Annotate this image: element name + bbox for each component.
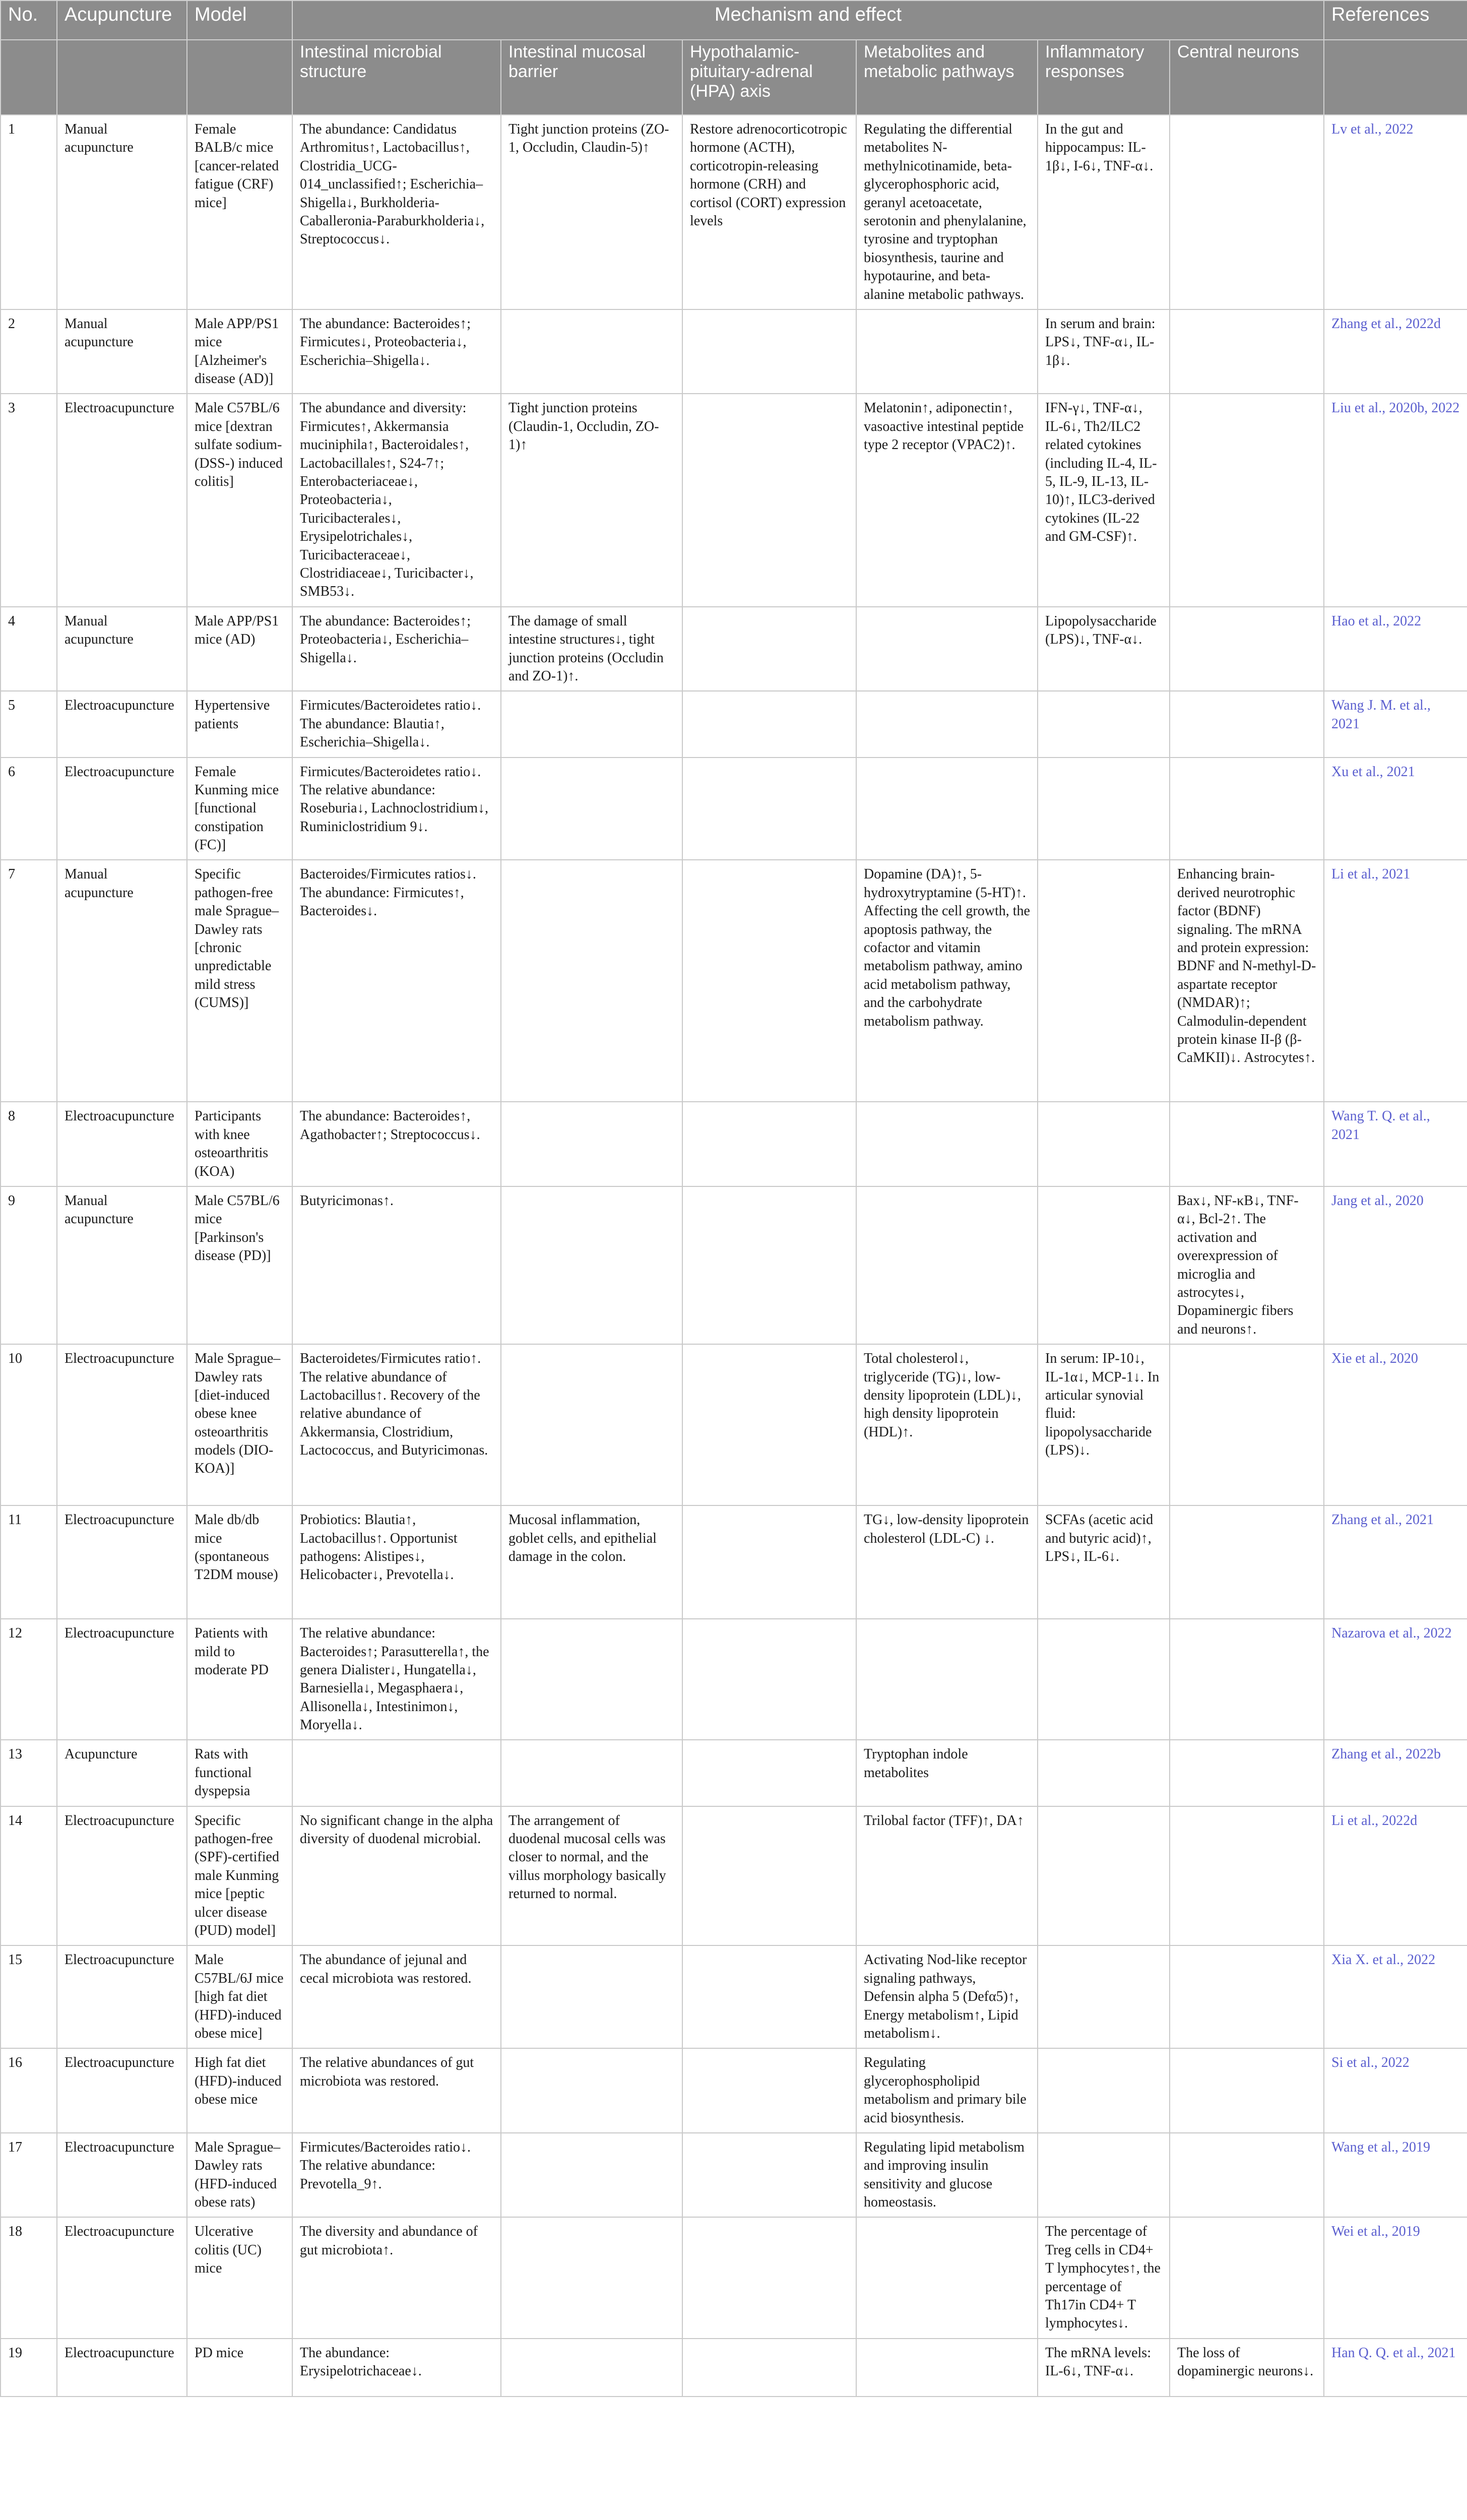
cell-hpa (682, 1619, 856, 1740)
cell-no: 7 (1, 860, 57, 1102)
cell-no: 1 (1, 115, 57, 309)
cell-inflammatory (1038, 758, 1170, 860)
table-row (1, 1619, 1467, 1740)
cell-microbial: Probiotics: Blautia↑, Lactobacillus↑. Opportunist pathogens: Alistipes↓, Helicobacter↓, Prevotella↓. (292, 1505, 501, 1619)
table-row (1, 1344, 1467, 1505)
cell-hpa (682, 1102, 856, 1186)
table-row (1, 394, 1467, 606)
cell-inflammatory: In the gut and hippocampus: IL-1β↓, I-6↓, TNF-α↓. (1038, 115, 1170, 309)
cell-metabolites: Tryptophan indole metabolites (856, 1740, 1038, 1806)
header-blank (57, 40, 187, 115)
cell-metabolites: Regulating glycerophospholipid metabolism and primary bile acid biosynthesis. (856, 2048, 1038, 2133)
cell-microbial: The abundance: Erysipelotrichaceae↓. (292, 2339, 501, 2397)
header-mechanism: Mechanism and effect (292, 1, 1324, 40)
header-blank (187, 40, 292, 115)
cell-acupuncture: Electroacupuncture (57, 758, 187, 860)
cell-mucosal: The damage of small intestine structures↓, tight junction proteins (Occludin and ZO-1)↑. (501, 607, 682, 691)
cell-no: 11 (1, 1505, 57, 1619)
cell-neurons (1170, 115, 1324, 309)
cell-microbial: The relative abundance: Bacteroides↑; Parasutterella↑, the genera Dialister↓, Hungatella↓, Barnesiella↓, Megasphaera↓, Allisonella↓, Intestinimon↓, Moryella↓. (292, 1619, 501, 1740)
cell-no: 5 (1, 691, 57, 757)
cell-model: Male Sprague–Dawley rats (HFD-induced obese rats) (187, 2133, 292, 2218)
table-row (1, 2048, 1467, 2133)
cell-acupuncture: Electroacupuncture (57, 1945, 187, 2048)
cell-mucosal (501, 1186, 682, 1344)
cell-neurons (1170, 691, 1324, 757)
header-mucosal: Intestinal mucosal barrier (501, 40, 682, 115)
cell-no: 18 (1, 2217, 57, 2338)
cell-hpa (682, 2339, 856, 2397)
cell-inflammatory (1038, 1619, 1170, 1740)
cell-reference[interactable]: Wang et al., 2019 (1324, 2133, 1467, 2218)
cell-hpa (682, 1740, 856, 1806)
table-row (1, 1505, 1467, 1619)
cell-neurons (1170, 1619, 1324, 1740)
cell-neurons (1170, 1945, 1324, 2048)
cell-reference[interactable]: Si et al., 2022 (1324, 2048, 1467, 2133)
cell-acupuncture: Electroacupuncture (57, 2133, 187, 2218)
cell-inflammatory (1038, 2048, 1170, 2133)
cell-hpa: Restore adrenocorticotropic hormone (ACTH), corticotropin-releasing hormone (CRH) and cortisol (CORT) expression levels (682, 115, 856, 309)
cell-reference[interactable]: Han Q. Q. et al., 2021 (1324, 2339, 1467, 2397)
cell-hpa (682, 1945, 856, 2048)
cell-inflammatory: The percentage of Treg cells in CD4+ T lymphocytes↑, the percentage of Th17in CD4+ T lymphocytes↓. (1038, 2217, 1170, 2338)
cell-model: Ulcerative colitis (UC) mice (187, 2217, 292, 2338)
table-row (1, 1740, 1467, 1806)
cell-mucosal (501, 1344, 682, 1505)
cell-metabolites (856, 309, 1038, 394)
cell-no: 6 (1, 758, 57, 860)
cell-microbial: The abundance and diversity: Firmicutes↑, Akkermansia muciniphila↑, Bacteroidales↑, Lactobacillales↑, S24-7↑; Enterobacteriaceae↓, Proteobacteria↓, Turicibacterales↓, Erysipelotrichales↓, Turicibacteraceae↓, Clostridiaceae↓, Turicibacter↓, SMB53↓. (292, 394, 501, 606)
header-model: Model (187, 1, 292, 40)
cell-inflammatory (1038, 1102, 1170, 1186)
cell-metabolites: Regulating the differential metabolites N-methylnicotinamide, beta-glycerophosphoric acid, geranyl acetoacetate, serotonin and phenylalanine, tyrosine and tryptophan biosynthesis, taurine and hypotaurine, and beta-alanine metabolic pathways. (856, 115, 1038, 309)
cell-no: 4 (1, 607, 57, 691)
cell-model: PD mice (187, 2339, 292, 2397)
cell-inflammatory (1038, 1740, 1170, 1806)
cell-hpa (682, 1186, 856, 1344)
cell-microbial: The abundance: Candidatus Arthromitus↑, Lactobacillus↑, Clostridia_UCG-014_unclassified↑; Escherichia–Shigella↓, Burkholderia-Caballeronia-Paraburkholderia↓, Streptococcus↓. (292, 115, 501, 309)
cell-mucosal (501, 1945, 682, 2048)
table-row (1, 607, 1467, 691)
cell-acupuncture: Electroacupuncture (57, 1619, 187, 1740)
table-row (1, 2339, 1467, 2397)
cell-metabolites: Melatonin↑, adiponectin↑, vasoactive intestinal peptide type 2 receptor (VPAC2)↑. (856, 394, 1038, 606)
cell-model: Female BALB/c mice [cancer-related fatigue (CRF) mice] (187, 115, 292, 309)
cell-hpa (682, 394, 856, 606)
header-acupuncture: Acupuncture (57, 1, 187, 40)
cell-no: 14 (1, 1806, 57, 1946)
header-inflammatory: Inflammatory responses (1038, 40, 1170, 115)
header-row-main (1, 1, 1467, 40)
cell-microbial: Firmicutes/Bacteroidetes ratio↓. The relative abundance: Roseburia↓, Lachnoclostridium↓, Ruminiclostridium 9↓. (292, 758, 501, 860)
cell-metabolites (856, 1619, 1038, 1740)
header-blank (1324, 40, 1467, 115)
cell-mucosal (501, 758, 682, 860)
cell-neurons (1170, 309, 1324, 394)
cell-mucosal (501, 860, 682, 1102)
cell-model: Male C57BL/6 mice [dextran sulfate sodium-(DSS-) induced colitis] (187, 394, 292, 606)
header-neurons: Central neurons (1170, 40, 1324, 115)
cell-neurons: Bax↓, NF-κB↓, TNF-α↓, Bcl-2↑. The activation and overexpression of microglia and astrocytes↓, Dopaminergic fibers and neurons↑. (1170, 1186, 1324, 1344)
cell-metabolites: Dopamine (DA)↑, 5-hydroxytryptamine (5-HT)↑. Affecting the cell growth, the apoptosis pathway, the cofactor and vitamin metabolism pathway, amino acid metabolism pathway, and the carbohydrate metabolism pathway. (856, 860, 1038, 1102)
cell-no: 2 (1, 309, 57, 394)
cell-neurons (1170, 2133, 1324, 2218)
header-no: No. (1, 1, 57, 40)
cell-mucosal: Tight junction proteins (Claudin-1, Occludin, ZO-1)↑ (501, 394, 682, 606)
cell-metabolites (856, 2217, 1038, 2338)
header-row-sub (1, 40, 1467, 115)
cell-microbial: The abundance: Bacteroides↑; Firmicutes↓, Proteobacteria↓, Escherichia–Shigella↓. (292, 309, 501, 394)
cell-microbial: No significant change in the alpha diversity of duodenal microbial. (292, 1806, 501, 1946)
cell-neurons (1170, 2048, 1324, 2133)
cell-model: Male APP/PS1 mice [Alzheimer's disease (AD)] (187, 309, 292, 394)
table-row (1, 115, 1467, 309)
cell-reference[interactable]: Wei et al., 2019 (1324, 2217, 1467, 2338)
cell-metabolites (856, 1186, 1038, 1344)
table-row (1, 691, 1467, 757)
cell-inflammatory: The mRNA levels: IL-6↓, TNF-α↓. (1038, 2339, 1170, 2397)
cell-reference[interactable]: Lv et al., 2022 (1324, 115, 1467, 309)
cell-microbial: The abundance: Bacteroides↑, Agathobacter↑; Streptococcus↓. (292, 1102, 501, 1186)
cell-reference[interactable]: Xia X. et al., 2022 (1324, 1945, 1467, 2048)
header-references: References (1324, 1, 1467, 40)
cell-model: Participants with knee osteoarthritis (KOA) (187, 1102, 292, 1186)
cell-model: Male C57BL/6J mice [high fat diet (HFD)-induced obese mice] (187, 1945, 292, 2048)
cell-microbial: Butyricimonas↑. (292, 1186, 501, 1344)
header-hpa: Hypothalamic-pituitary-adrenal (HPA) axis (682, 40, 856, 115)
cell-reference[interactable]: Zhang et al., 2022b (1324, 1740, 1467, 1806)
cell-acupuncture: Electroacupuncture (57, 1102, 187, 1186)
cell-no: 15 (1, 1945, 57, 2048)
cell-hpa (682, 691, 856, 757)
cell-mucosal: Tight junction proteins (ZO-1, Occludin, Claudin-5)↑ (501, 115, 682, 309)
cell-mucosal (501, 2339, 682, 2397)
cell-hpa (682, 860, 856, 1102)
cell-no: 9 (1, 1186, 57, 1344)
cell-hpa (682, 2133, 856, 2218)
cell-model: Hypertensive patients (187, 691, 292, 757)
cell-model: Male APP/PS1 mice (AD) (187, 607, 292, 691)
cell-model: Specific pathogen-free (SPF)-certified male Kunming mice [peptic ulcer disease (PUD) model] (187, 1806, 292, 1946)
cell-mucosal (501, 1619, 682, 1740)
cell-microbial: Bacteroidetes/Firmicutes ratio↑. The relative abundance of Lactobacillus↑. Recovery of the relative abundance of Akkermansia, Clostridium, Lactococcus, and Butyricimonas. (292, 1344, 501, 1505)
cell-reference[interactable]: Wang T. Q. et al., 2021 (1324, 1102, 1467, 1186)
table-row (1, 1806, 1467, 1946)
cell-metabolites (856, 1102, 1038, 1186)
header-metabolites: Metabolites and metabolic pathways (856, 40, 1038, 115)
cell-mucosal (501, 1740, 682, 1806)
cell-microbial: The relative abundances of gut microbiota was restored. (292, 2048, 501, 2133)
cell-reference[interactable]: Wang J. M. et al., 2021 (1324, 691, 1467, 757)
table-row (1, 758, 1467, 860)
cell-microbial: The abundance: Bacteroides↑; Proteobacteria↓, Escherichia–Shigella↓. (292, 607, 501, 691)
cell-hpa (682, 1806, 856, 1946)
cell-neurons (1170, 1344, 1324, 1505)
table-row (1, 2133, 1467, 2218)
cell-acupuncture: Electroacupuncture (57, 691, 187, 757)
cell-metabolites (856, 691, 1038, 757)
cell-reference[interactable]: Zhang et al., 2022d (1324, 309, 1467, 394)
cell-mucosal (501, 691, 682, 757)
cell-acupuncture: Electroacupuncture (57, 1344, 187, 1505)
cell-reference[interactable]: Li et al., 2022d (1324, 1806, 1467, 1946)
cell-acupuncture: Manual acupuncture (57, 1186, 187, 1344)
table-row (1, 1102, 1467, 1186)
cell-reference[interactable]: Xie et al., 2020 (1324, 1344, 1467, 1505)
cell-hpa (682, 309, 856, 394)
cell-microbial: Firmicutes/Bacteroides ratio↓. The relative abundance: Prevotella_9↑. (292, 2133, 501, 2218)
cell-model: Male Sprague–Dawley rats [diet-induced obese knee osteoarthritis models (DIO-KOA)] (187, 1344, 292, 1505)
cell-hpa (682, 1505, 856, 1619)
cell-no: 16 (1, 2048, 57, 2133)
cell-hpa (682, 1344, 856, 1505)
cell-neurons (1170, 607, 1324, 691)
cell-mucosal (501, 2217, 682, 2338)
cell-neurons: Enhancing brain-derived neurotrophic factor (BDNF) signaling. The mRNA and protein expression: BDNF and N-methyl-D-aspartate receptor (NMDAR)↑; Calmodulin-dependent protein kinase II-β (β-CaMKII)↓. Astrocytes↑. (1170, 860, 1324, 1102)
cell-inflammatory (1038, 1945, 1170, 2048)
cell-reference[interactable]: Zhang et al., 2021 (1324, 1505, 1467, 1619)
cell-neurons (1170, 1102, 1324, 1186)
cell-acupuncture: Acupuncture (57, 1740, 187, 1806)
cell-model: Rats with functional dyspepsia (187, 1740, 292, 1806)
cell-mucosal (501, 2048, 682, 2133)
cell-model: High fat diet (HFD)-induced obese mice (187, 2048, 292, 2133)
cell-acupuncture: Electroacupuncture (57, 2048, 187, 2133)
cell-metabolites: Trilobal factor (TFF)↑, DA↑ (856, 1806, 1038, 1946)
cell-metabolites (856, 607, 1038, 691)
cell-metabolites: Regulating lipid metabolism and improving insulin sensitivity and glucose homeostasis. (856, 2133, 1038, 2218)
cell-no: 17 (1, 2133, 57, 2218)
cell-inflammatory: SCFAs (acetic acid and butyric acid)↑, LPS↓, IL-6↓. (1038, 1505, 1170, 1619)
cell-microbial: Firmicutes/Bacteroidetes ratio↓. The abundance: Blautia↑, Escherichia–Shigella↓. (292, 691, 501, 757)
cell-inflammatory: In serum and brain: LPS↓, TNF-α↓, IL-1β↓. (1038, 309, 1170, 394)
cell-acupuncture: Electroacupuncture (57, 2217, 187, 2338)
cell-inflammatory: In serum: IP-10↓, IL-1α↓, MCP-1↓. In articular synovial fluid: lipopolysaccharide (LPS)↓. (1038, 1344, 1170, 1505)
table-row (1, 1945, 1467, 2048)
cell-hpa (682, 607, 856, 691)
cell-microbial: Bacteroides/Firmicutes ratios↓. The abundance: Firmicutes↑, Bacteroides↓. (292, 860, 501, 1102)
cell-neurons (1170, 2217, 1324, 2338)
cell-acupuncture: Manual acupuncture (57, 115, 187, 309)
cell-metabolites: Total cholesterol↓, triglyceride (TG)↓, low-density lipoprotein (LDL)↓, high density lipoprotein (HDL)↑. (856, 1344, 1038, 1505)
cell-microbial: The abundance of jejunal and cecal microbiota was restored. (292, 1945, 501, 2048)
cell-acupuncture: Electroacupuncture (57, 2339, 187, 2397)
cell-hpa (682, 2048, 856, 2133)
cell-microbial: The diversity and abundance of gut microbiota↑. (292, 2217, 501, 2338)
cell-acupuncture: Electroacupuncture (57, 1505, 187, 1619)
cell-reference[interactable]: Hao et al., 2022 (1324, 607, 1467, 691)
cell-neurons (1170, 394, 1324, 606)
table-row (1, 2217, 1467, 2338)
cell-neurons: The loss of dopaminergic neurons↓. (1170, 2339, 1324, 2397)
cell-no: 13 (1, 1740, 57, 1806)
cell-neurons (1170, 1505, 1324, 1619)
cell-acupuncture: Manual acupuncture (57, 607, 187, 691)
cell-model: Male db/db mice (spontaneous T2DM mouse) (187, 1505, 292, 1619)
table-row (1, 860, 1467, 1102)
cell-mucosal: Mucosal inflammation, goblet cells, and epithelial damage in the colon. (501, 1505, 682, 1619)
cell-metabolites (856, 758, 1038, 860)
cell-acupuncture: Manual acupuncture (57, 860, 187, 1102)
cell-model: Patients with mild to moderate PD (187, 1619, 292, 1740)
cell-mucosal (501, 309, 682, 394)
cell-acupuncture: Electroacupuncture (57, 394, 187, 606)
header-blank (1, 40, 57, 115)
cell-microbial (292, 1740, 501, 1806)
header-microbial: Intestinal microbial structure (292, 40, 501, 115)
cell-acupuncture: Manual acupuncture (57, 309, 187, 394)
cell-neurons (1170, 1806, 1324, 1946)
table-row (1, 1186, 1467, 1344)
cell-inflammatory: Lipopolysaccharide (LPS)↓, TNF-α↓. (1038, 607, 1170, 691)
cell-reference[interactable]: Nazarova et al., 2022 (1324, 1619, 1467, 1740)
cell-no: 3 (1, 394, 57, 606)
cell-inflammatory (1038, 1806, 1170, 1946)
cell-hpa (682, 2217, 856, 2338)
cell-metabolites: TG↓, low-density lipoprotein cholesterol (LDL-C) ↓. (856, 1505, 1038, 1619)
cell-reference[interactable]: Li et al., 2021 (1324, 860, 1467, 1102)
cell-mucosal (501, 2133, 682, 2218)
cell-inflammatory (1038, 860, 1170, 1102)
cell-inflammatory: IFN-γ↓, TNF-α↓, IL-6↓, Th2/ILC2 related cytokines (including IL-4, IL-5, IL-9, IL-13, IL-10)↑, ILC3-derived cytokines (IL-22 and GM-CSF)↑. (1038, 394, 1170, 606)
cell-inflammatory (1038, 691, 1170, 757)
cell-metabolites (856, 2339, 1038, 2397)
cell-no: 8 (1, 1102, 57, 1186)
cell-model: Male C57BL/6 mice [Parkinson's disease (PD)] (187, 1186, 292, 1344)
cell-model: Specific pathogen-free male Sprague–Dawley rats [chronic unpredictable mild stress (CUMS)] (187, 860, 292, 1102)
cell-metabolites: Activating Nod-like receptor signaling pathways, Defensin alpha 5 (Defα5)↑, Energy metabolism↑, Lipid metabolism↓. (856, 1945, 1038, 2048)
cell-reference[interactable]: Xu et al., 2021 (1324, 758, 1467, 860)
cell-no: 10 (1, 1344, 57, 1505)
cell-hpa (682, 758, 856, 860)
cell-inflammatory (1038, 2133, 1170, 2218)
cell-no: 19 (1, 2339, 57, 2397)
cell-neurons (1170, 758, 1324, 860)
cell-model: Female Kunming mice [functional constipation (FC)] (187, 758, 292, 860)
cell-reference[interactable]: Jang et al., 2020 (1324, 1186, 1467, 1344)
cell-inflammatory (1038, 1186, 1170, 1344)
cell-neurons (1170, 1740, 1324, 1806)
cell-mucosal (501, 1102, 682, 1186)
cell-reference[interactable]: Liu et al., 2020b, 2022 (1324, 394, 1467, 606)
table-row (1, 309, 1467, 394)
cell-acupuncture: Electroacupuncture (57, 1806, 187, 1946)
cell-no: 12 (1, 1619, 57, 1740)
cell-mucosal: The arrangement of duodenal mucosal cells was closer to normal, and the villus morphology basically returned to normal. (501, 1806, 682, 1946)
